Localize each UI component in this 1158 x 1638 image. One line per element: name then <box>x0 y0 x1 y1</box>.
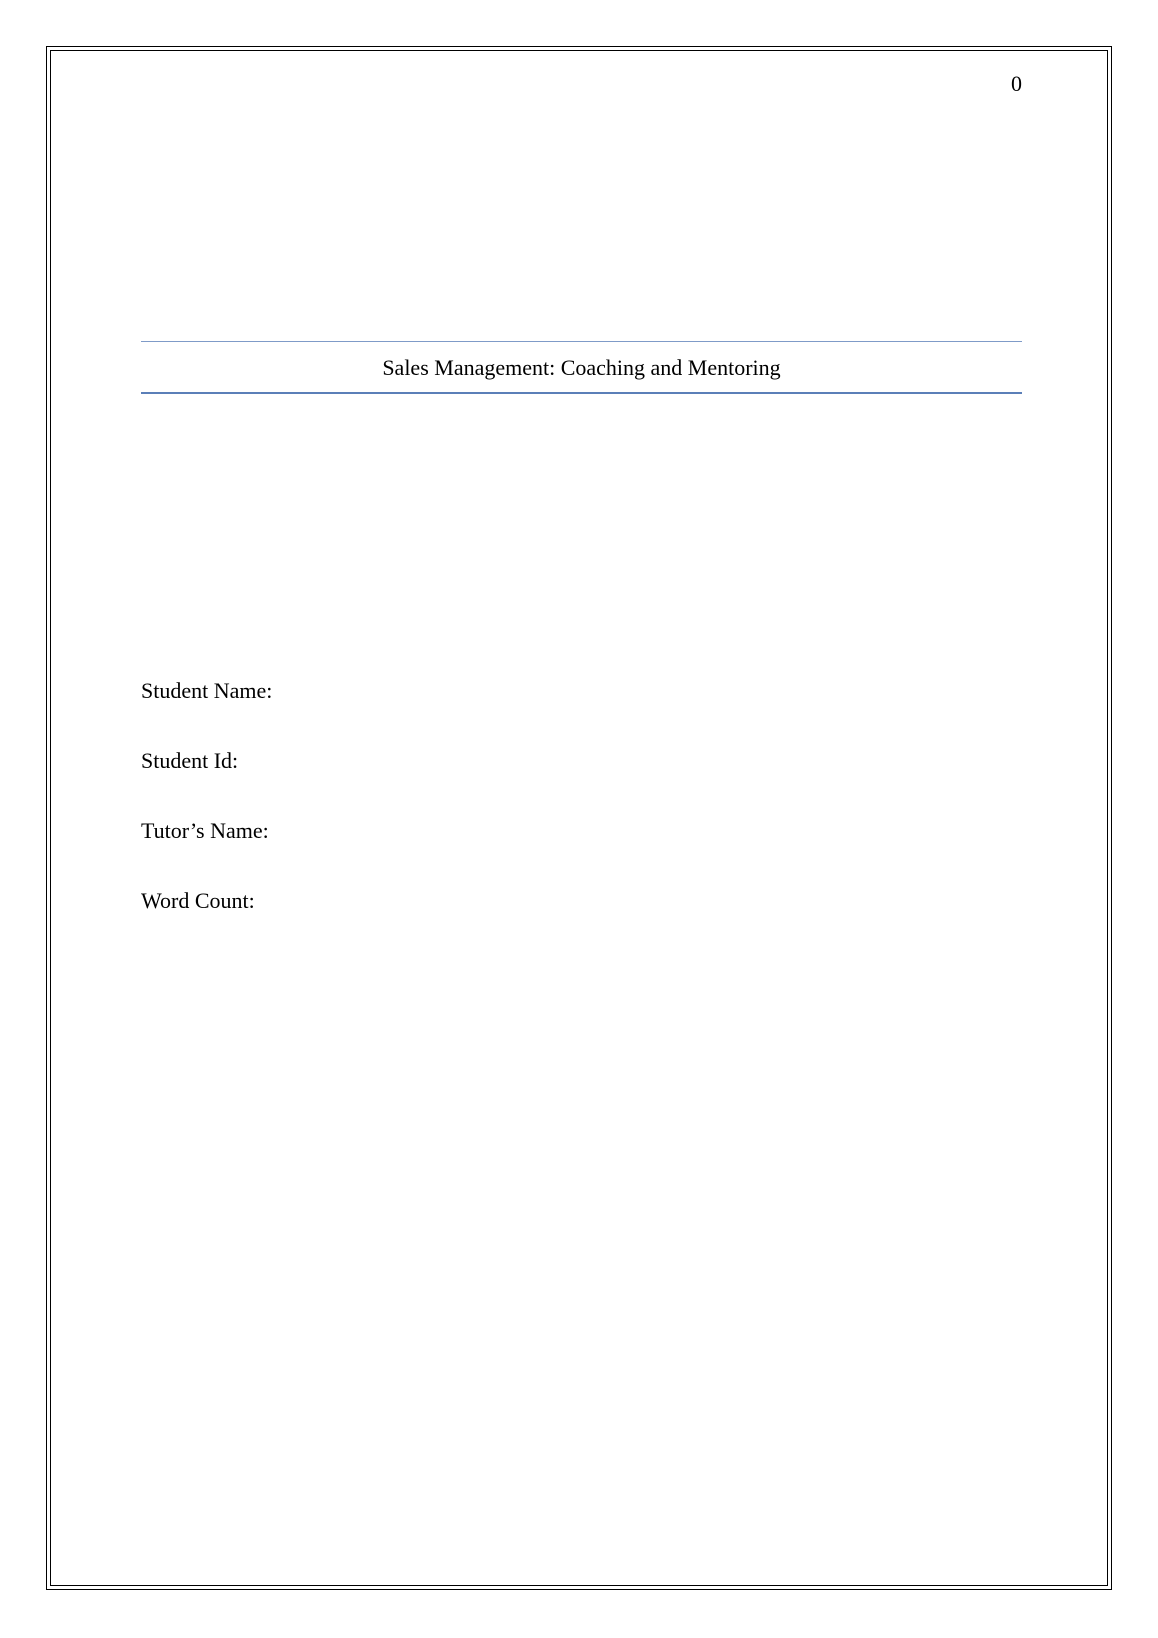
tutor-name-label: Tutor’s Name: <box>141 818 269 843</box>
document-title: Sales Management: Coaching and Mentoring <box>382 355 781 380</box>
title-block <box>141 341 1022 394</box>
page-number: 0 <box>1011 71 1022 96</box>
student-name-label: Student Name: <box>141 678 273 703</box>
word-count-label: Word Count: <box>141 888 255 913</box>
student-id-label: Student Id: <box>141 748 239 773</box>
